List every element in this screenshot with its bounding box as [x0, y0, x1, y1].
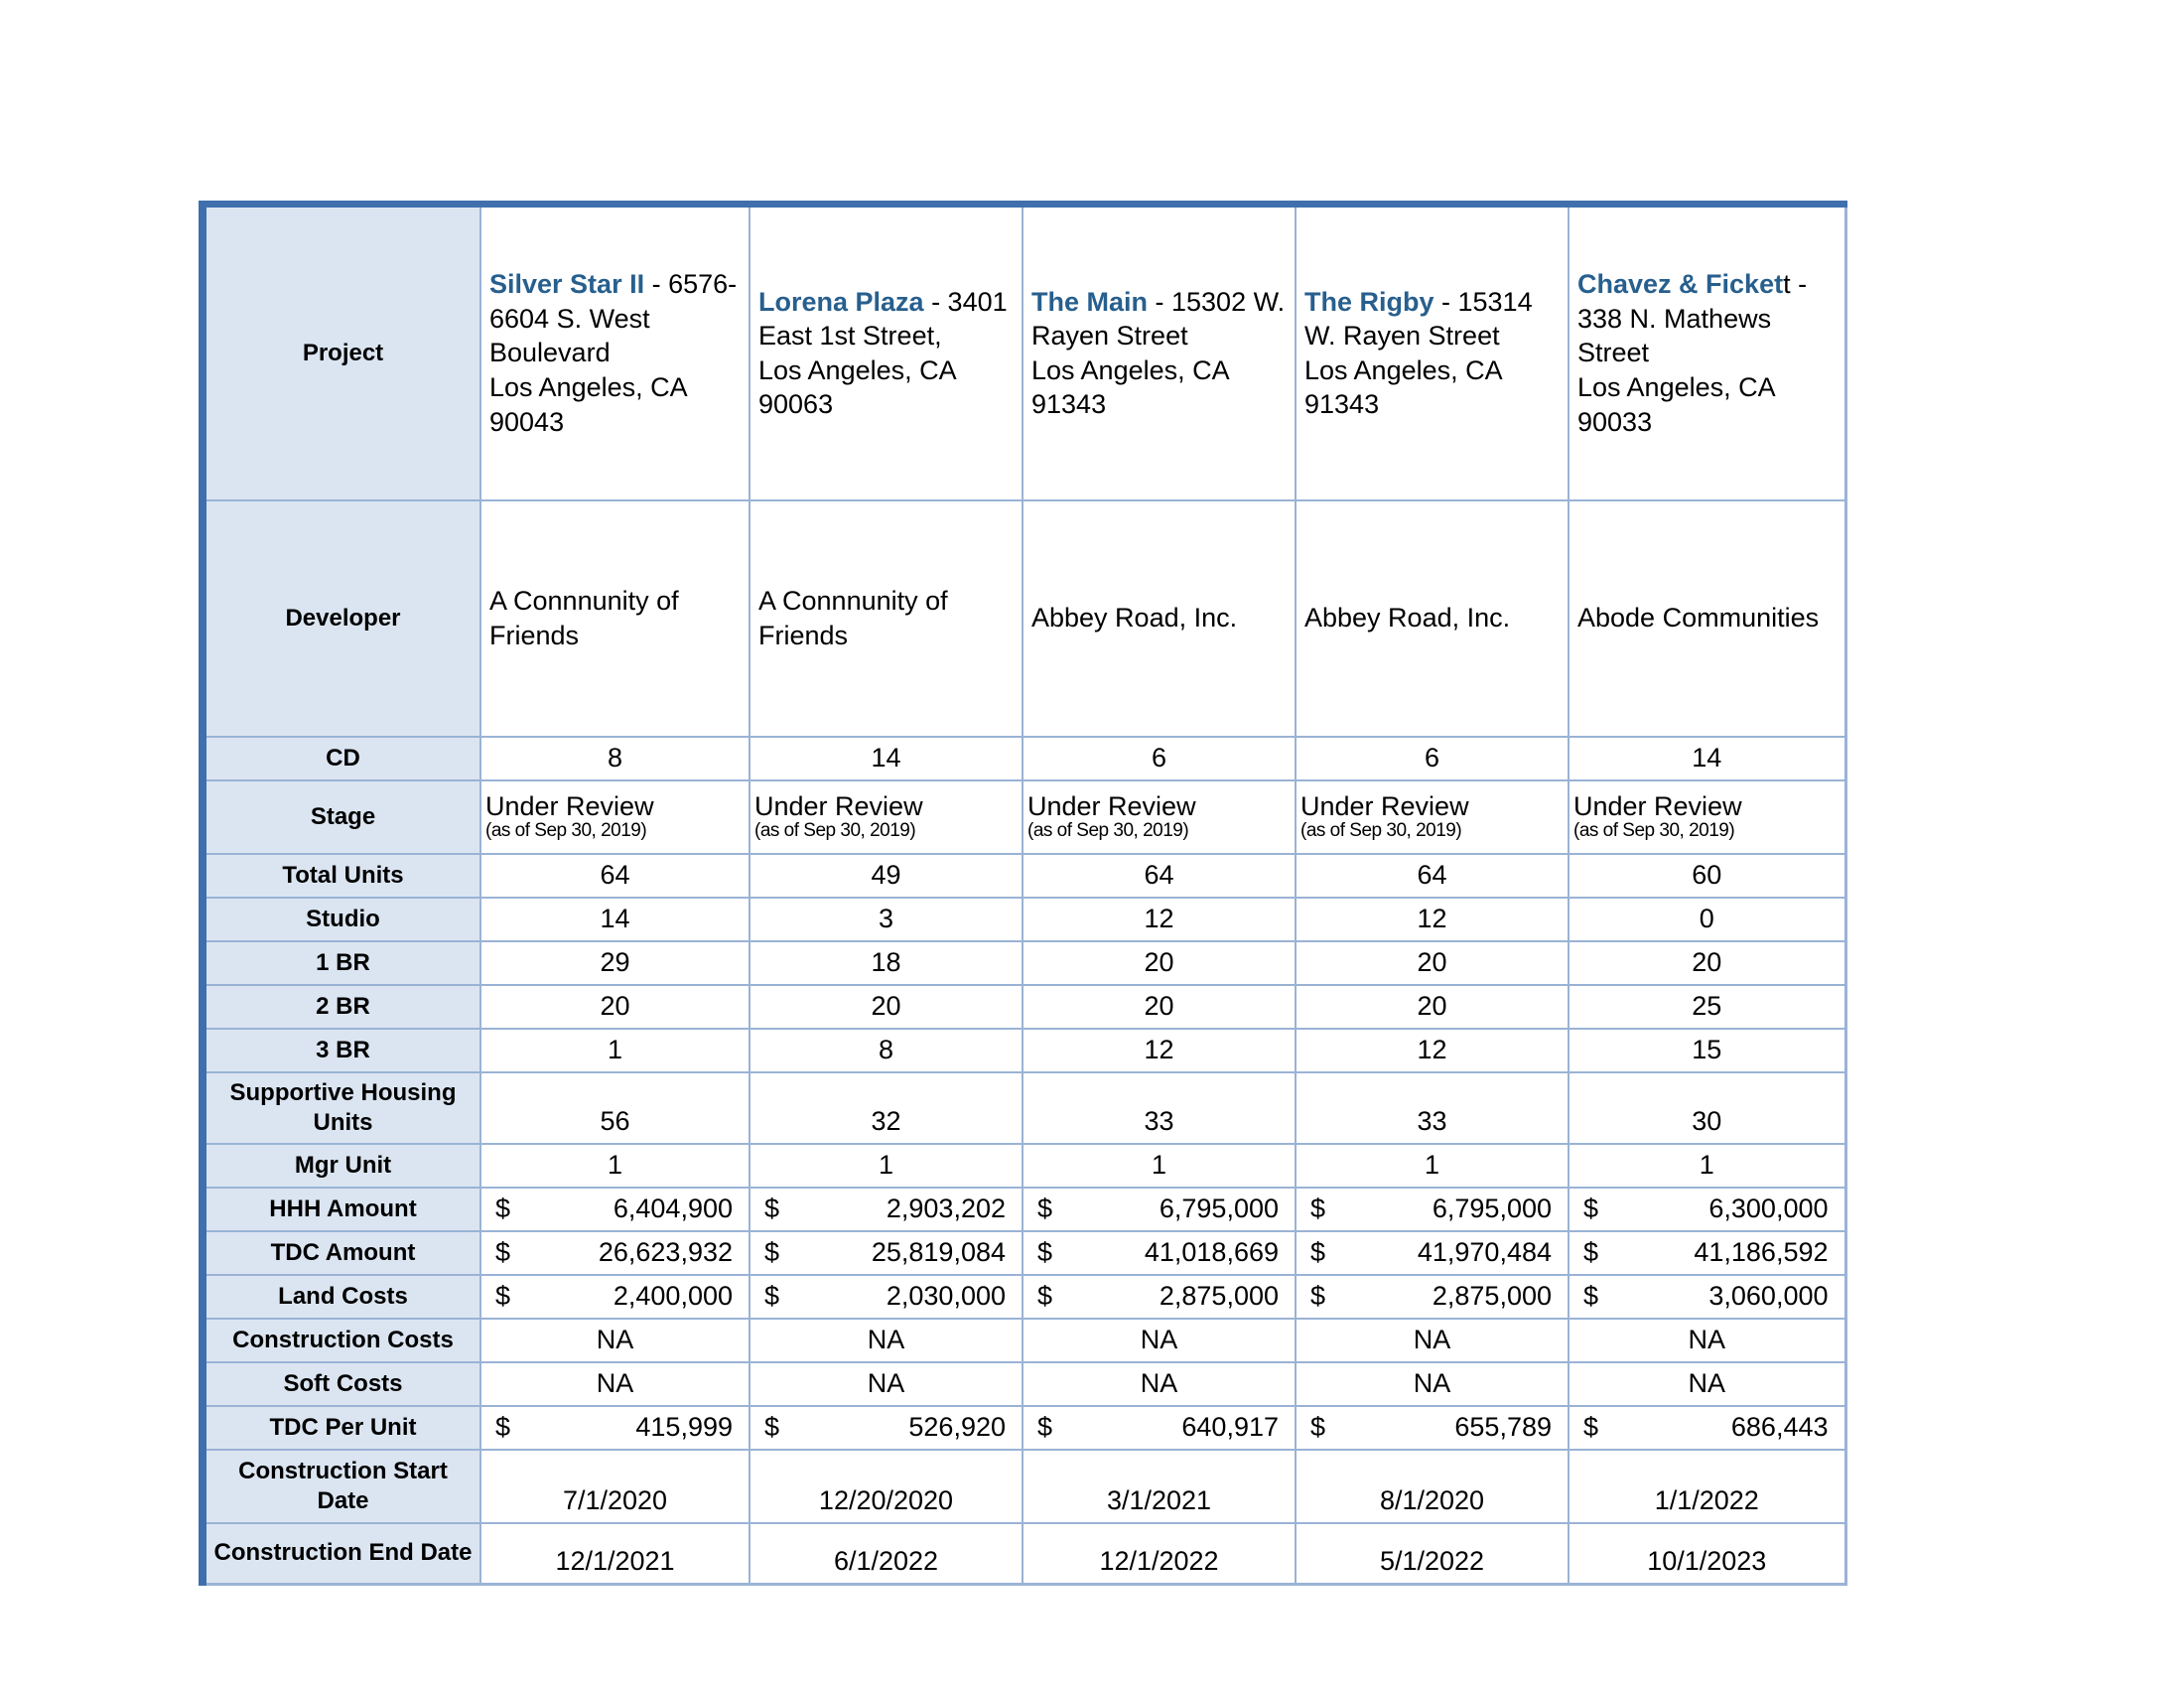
- land-costs-value: 2,875,000: [1432, 1281, 1552, 1311]
- tdc-per-unit-cell: [1569, 1406, 1845, 1450]
- cd-value: 14: [1569, 737, 1845, 780]
- tdc-per-unit-value: 526,920: [908, 1412, 1006, 1442]
- currency-symbol: $: [495, 1237, 511, 1267]
- 2br-value: 25: [1569, 985, 1845, 1029]
- tdc-amount-value: 26,623,932: [598, 1237, 733, 1267]
- table-row-construction-start: [203, 1450, 1845, 1523]
- tdc-per-unit-value: 640,917: [1181, 1412, 1279, 1442]
- tdc-per-unit-cell: [480, 1406, 750, 1450]
- table-row-cd: [203, 737, 1845, 780]
- row-label-construction-costs: Construction Costs: [203, 1319, 480, 1362]
- studio-value: 3: [750, 898, 1023, 941]
- currency-symbol: $: [1037, 1237, 1053, 1267]
- stage-value: Under Review: [1027, 791, 1196, 822]
- tdc-amount-value: 41,018,669: [1144, 1237, 1279, 1267]
- supportive-units-value: 56: [480, 1072, 750, 1144]
- total-units-value: 64: [1023, 854, 1296, 898]
- table-row-supportive-units: [203, 1072, 1845, 1144]
- row-label-cd: CD: [203, 737, 480, 780]
- row-label-stage: Stage: [203, 780, 480, 854]
- construction-costs-value: NA: [480, 1319, 750, 1362]
- construction-end-value: 6/1/2022: [750, 1523, 1023, 1585]
- project-name: The Main: [1031, 286, 1149, 317]
- tdc-per-unit-value: 415,999: [635, 1412, 733, 1442]
- project-cell: [1023, 205, 1296, 500]
- currency-symbol: $: [495, 1194, 511, 1223]
- currency-symbol: $: [1583, 1281, 1599, 1311]
- soft-costs-value: NA: [750, 1362, 1023, 1406]
- stage-asof: (as of Sep 30, 2019): [485, 819, 647, 841]
- currency-symbol: $: [1310, 1237, 1326, 1267]
- stage-value: Under Review: [1300, 791, 1469, 822]
- cd-value: 6: [1296, 737, 1569, 780]
- construction-costs-value: NA: [1569, 1319, 1845, 1362]
- studio-value: 14: [480, 898, 750, 941]
- row-label-total-units: Total Units: [203, 854, 480, 898]
- 2br-value: 20: [480, 985, 750, 1029]
- project-cell: [1569, 205, 1845, 500]
- project-cell: [1296, 205, 1569, 500]
- construction-costs-value: NA: [1296, 1319, 1569, 1362]
- project-city: Los Angeles, CA 91343: [1304, 354, 1502, 420]
- hhh-amount-value: 6,404,900: [613, 1194, 733, 1223]
- hhh-amount-value: 6,300,000: [1708, 1194, 1829, 1223]
- stage-asof: (as of Sep 30, 2019): [1300, 819, 1462, 841]
- project-city: Los Angeles, CA 90043: [489, 372, 687, 437]
- land-costs-cell: [750, 1275, 1023, 1319]
- supportive-units-value: 30: [1569, 1072, 1845, 1144]
- construction-start-value: 7/1/2020: [480, 1450, 750, 1523]
- project-street: - 6576-6604 S. West Boulevard: [489, 269, 738, 368]
- stage-asof: (as of Sep 30, 2019): [1573, 819, 1735, 841]
- project-street: - 15302 W. Rayen Street: [1031, 286, 1286, 352]
- table-row-tdc-amount: [203, 1231, 1845, 1275]
- tdc-amount-value: 41,970,484: [1417, 1237, 1552, 1267]
- table-row-2br: [203, 985, 1845, 1029]
- stage-cell: [1296, 780, 1569, 854]
- 2br-value: 20: [1023, 985, 1296, 1029]
- soft-costs-value: NA: [1296, 1362, 1569, 1406]
- project-name: The Rigby: [1304, 286, 1434, 317]
- project-city: Los Angeles, CA 90033: [1577, 372, 1775, 437]
- construction-end-value: 10/1/2023: [1569, 1523, 1845, 1585]
- table-row-land-costs: [203, 1275, 1845, 1319]
- tdc-amount-cell: [480, 1231, 750, 1275]
- table-row-mgr-unit: [203, 1144, 1845, 1188]
- cd-value: 14: [750, 737, 1023, 780]
- tdc-amount-cell: [750, 1231, 1023, 1275]
- hhh-amount-value: 6,795,000: [1432, 1194, 1552, 1223]
- land-costs-cell: [1569, 1275, 1845, 1319]
- stage-asof: (as of Sep 30, 2019): [1027, 819, 1189, 841]
- mgr-unit-value: 1: [1296, 1144, 1569, 1188]
- mgr-unit-value: 1: [1569, 1144, 1845, 1188]
- row-label-tdc-amount: TDC Amount: [203, 1231, 480, 1275]
- currency-symbol: $: [1037, 1281, 1053, 1311]
- 2br-value: 20: [1296, 985, 1569, 1029]
- supportive-units-value: 33: [1296, 1072, 1569, 1144]
- 1br-value: 20: [1296, 941, 1569, 985]
- studio-value: 12: [1023, 898, 1296, 941]
- project-name: Silver Star II: [489, 269, 645, 300]
- project-report-table-wrap: [199, 201, 1847, 1586]
- currency-symbol: $: [1037, 1194, 1053, 1223]
- cd-value: 6: [1023, 737, 1296, 780]
- hhh-amount-cell: [480, 1188, 750, 1231]
- table-row-total-units: [203, 854, 1845, 898]
- currency-symbol: $: [1583, 1412, 1599, 1442]
- project-street: - 3401 East 1st Street,: [758, 286, 1008, 352]
- project-city: Los Angeles, CA 90063: [758, 354, 956, 420]
- row-label-2br: 2 BR: [203, 985, 480, 1029]
- developer-cell: Abbey Road, Inc.: [1296, 500, 1569, 737]
- row-label-project: Project: [203, 205, 480, 500]
- land-costs-value: 3,060,000: [1708, 1281, 1829, 1311]
- hhh-amount-cell: [1296, 1188, 1569, 1231]
- project-name: Chavez & Ficket: [1577, 269, 1784, 300]
- 3br-value: 1: [480, 1029, 750, 1072]
- construction-end-value: 12/1/2021: [480, 1523, 750, 1585]
- row-label-developer: Developer: [203, 500, 480, 737]
- tdc-amount-cell: [1296, 1231, 1569, 1275]
- tdc-per-unit-value: 655,789: [1454, 1412, 1552, 1442]
- land-costs-cell: [1023, 1275, 1296, 1319]
- table-row-hhh-amount: [203, 1188, 1845, 1231]
- total-units-value: 64: [480, 854, 750, 898]
- land-costs-value: 2,400,000: [613, 1281, 733, 1311]
- construction-costs-value: NA: [750, 1319, 1023, 1362]
- soft-costs-value: NA: [1023, 1362, 1296, 1406]
- stage-cell: [480, 780, 750, 854]
- developer-cell: A Connnunity of Friends: [480, 500, 750, 737]
- row-label-construction-end: Construction End Date: [203, 1523, 480, 1585]
- currency-symbol: $: [764, 1237, 780, 1267]
- project-cell: [750, 205, 1023, 500]
- currency-symbol: $: [1310, 1194, 1326, 1223]
- tdc-amount-value: 41,186,592: [1694, 1237, 1829, 1267]
- row-label-construction-start: Construction Start Date: [203, 1450, 480, 1523]
- soft-costs-value: NA: [1569, 1362, 1845, 1406]
- currency-symbol: $: [1037, 1412, 1053, 1442]
- table-row-construction-end: [203, 1523, 1845, 1585]
- table-row-tdc-per-unit: [203, 1406, 1845, 1450]
- mgr-unit-value: 1: [1023, 1144, 1296, 1188]
- developer-cell: Abode Communities: [1569, 500, 1845, 737]
- 2br-value: 20: [750, 985, 1023, 1029]
- construction-start-value: 3/1/2021: [1023, 1450, 1296, 1523]
- land-costs-cell: [480, 1275, 750, 1319]
- studio-value: 12: [1296, 898, 1569, 941]
- construction-start-value: 8/1/2020: [1296, 1450, 1569, 1523]
- 1br-value: 20: [1569, 941, 1845, 985]
- developer-cell: Abbey Road, Inc.: [1023, 500, 1296, 737]
- project-cell: [480, 205, 750, 500]
- mgr-unit-value: 1: [480, 1144, 750, 1188]
- tdc-per-unit-cell: [1296, 1406, 1569, 1450]
- row-label-hhh-amount: HHH Amount: [203, 1188, 480, 1231]
- hhh-amount-value: 6,795,000: [1159, 1194, 1279, 1223]
- table-row-studio: [203, 898, 1845, 941]
- table-row-soft-costs: [203, 1362, 1845, 1406]
- mgr-unit-value: 1: [750, 1144, 1023, 1188]
- 1br-value: 18: [750, 941, 1023, 985]
- stage-cell: [750, 780, 1023, 854]
- tdc-amount-cell: [1023, 1231, 1296, 1275]
- stage-value: Under Review: [754, 791, 923, 822]
- construction-start-value: 12/20/2020: [750, 1450, 1023, 1523]
- table-row-1br: [203, 941, 1845, 985]
- developer-cell: A Connnunity of Friends: [750, 500, 1023, 737]
- stage-cell: [1569, 780, 1845, 854]
- tdc-amount-value: 25,819,084: [871, 1237, 1006, 1267]
- table-row-construction-costs: [203, 1319, 1845, 1362]
- row-label-tdc-per-unit: TDC Per Unit: [203, 1406, 480, 1450]
- construction-costs-value: NA: [1023, 1319, 1296, 1362]
- row-label-mgr-unit: Mgr Unit: [203, 1144, 480, 1188]
- supportive-units-value: 33: [1023, 1072, 1296, 1144]
- project-street: - 338 N. Mathews Street: [1577, 269, 1808, 368]
- table-row-developer: [203, 500, 1845, 737]
- table-row-project: [203, 205, 1845, 500]
- project-city: Los Angeles, CA 91343: [1031, 354, 1229, 420]
- housing-projects-table: [199, 201, 1847, 1586]
- stage-value: Under Review: [485, 791, 654, 822]
- currency-symbol: $: [1310, 1412, 1326, 1442]
- hhh-amount-cell: [1569, 1188, 1845, 1231]
- 3br-value: 12: [1296, 1029, 1569, 1072]
- currency-symbol: $: [495, 1412, 511, 1442]
- row-label-land-costs: Land Costs: [203, 1275, 480, 1319]
- currency-symbol: $: [1583, 1194, 1599, 1223]
- stage-cell: [1023, 780, 1296, 854]
- row-label-studio: Studio: [203, 898, 480, 941]
- currency-symbol: $: [495, 1281, 511, 1311]
- cd-value: 8: [480, 737, 750, 780]
- tdc-per-unit-value: 686,443: [1730, 1412, 1829, 1442]
- land-costs-value: 2,030,000: [886, 1281, 1006, 1311]
- tdc-amount-cell: [1569, 1231, 1845, 1275]
- currency-symbol: $: [1310, 1281, 1326, 1311]
- land-costs-cell: [1296, 1275, 1569, 1319]
- tdc-per-unit-cell: [1023, 1406, 1296, 1450]
- studio-value: 0: [1569, 898, 1845, 941]
- hhh-amount-cell: [750, 1188, 1023, 1231]
- stage-value: Under Review: [1573, 791, 1742, 822]
- supportive-units-value: 32: [750, 1072, 1023, 1144]
- project-name-tail: t: [1783, 269, 1791, 300]
- project-street: - 15314 W. Rayen Street: [1304, 286, 1533, 352]
- row-label-1br: 1 BR: [203, 941, 480, 985]
- construction-end-value: 12/1/2022: [1023, 1523, 1296, 1585]
- table-row-stage: [203, 780, 1845, 854]
- 3br-value: 8: [750, 1029, 1023, 1072]
- 3br-value: 15: [1569, 1029, 1845, 1072]
- construction-end-value: 5/1/2022: [1296, 1523, 1569, 1585]
- hhh-amount-value: 2,903,202: [886, 1194, 1006, 1223]
- currency-symbol: $: [764, 1281, 780, 1311]
- project-name: Lorena Plaza: [758, 286, 924, 317]
- row-label-supportive-units: Supportive Housing Units: [203, 1072, 480, 1144]
- currency-symbol: $: [764, 1194, 780, 1223]
- 1br-value: 29: [480, 941, 750, 985]
- row-label-soft-costs: Soft Costs: [203, 1362, 480, 1406]
- table-row-3br: [203, 1029, 1845, 1072]
- soft-costs-value: NA: [480, 1362, 750, 1406]
- total-units-value: 64: [1296, 854, 1569, 898]
- tdc-per-unit-cell: [750, 1406, 1023, 1450]
- 3br-value: 12: [1023, 1029, 1296, 1072]
- row-label-3br: 3 BR: [203, 1029, 480, 1072]
- currency-symbol: $: [1583, 1237, 1599, 1267]
- 1br-value: 20: [1023, 941, 1296, 985]
- construction-start-value: 1/1/2022: [1569, 1450, 1845, 1523]
- total-units-value: 49: [750, 854, 1023, 898]
- currency-symbol: $: [764, 1412, 780, 1442]
- stage-asof: (as of Sep 30, 2019): [754, 819, 916, 841]
- total-units-value: 60: [1569, 854, 1845, 898]
- hhh-amount-cell: [1023, 1188, 1296, 1231]
- land-costs-value: 2,875,000: [1159, 1281, 1279, 1311]
